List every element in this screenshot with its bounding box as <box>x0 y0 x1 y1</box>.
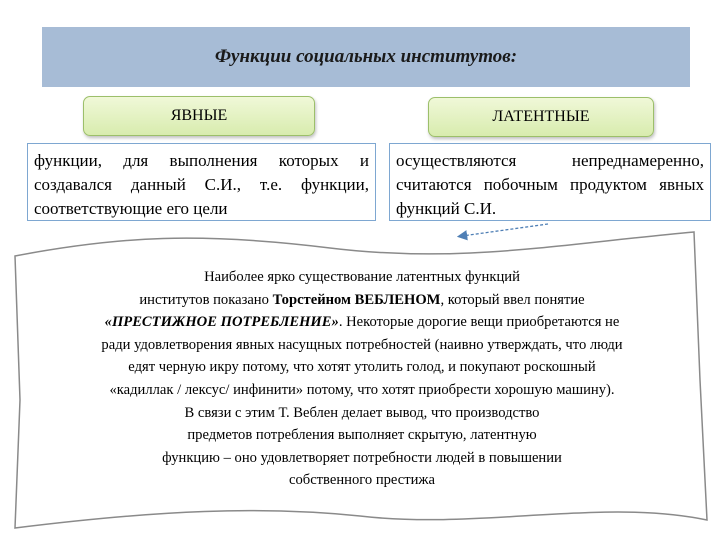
text-line: едят черную икру потому, что хотят утолить голод, и покупают роскошный <box>128 359 596 376</box>
text-line: «ПРЕСТИЖНОЕ ПОТРЕБЛЕНИЕ». Некоторые дорогие вещи приобретаются не <box>104 314 620 331</box>
text-line: ради удовлетворения явных насущных потребностей (наивно утверждать, что люди <box>101 336 623 353</box>
text-line: Наиболее ярко существование латентных функций <box>204 269 520 285</box>
text-line: предметов потребления выполняет скрытую, латентную <box>187 427 537 444</box>
text-line: институтов показано Торстейном ВЕБЛЕНОМ, который ввел понятие <box>139 291 585 308</box>
text-line: собственного престижа <box>289 472 435 489</box>
explicit-label-text: ЯВНЫЕ <box>170 107 228 124</box>
veblen-name: Торстейном ВЕБЛЕНОМ <box>272 291 441 308</box>
text-line: В связи с этим Т. Веблен делает вывод, что производство <box>184 404 540 421</box>
veblen-text <box>38 266 686 492</box>
page-title: Функции социальных институтов: <box>214 46 518 67</box>
text-line: «кадиллак / лексус/ инфинити» потому, что хотят приобрести хорошую машину). <box>109 381 615 398</box>
latent-label-text: ЛАТЕНТНЫЕ <box>492 108 590 125</box>
explicit-functions-definition: функции, для выполнения которых и создавался данный С.И., т.е. функции, соответствующие его цели <box>27 143 376 221</box>
conspicuous-consumption-term: «ПРЕСТИЖНОЕ ПОТРЕБЛЕНИЕ» <box>104 314 339 331</box>
latent-functions-definition: осуществляются непреднамеренно, считаются побочным продуктом явных функций С.И. <box>389 143 711 221</box>
connector-arrow <box>462 224 548 236</box>
text-line: функцию – оно удовлетворяет потребности людей в повышении <box>162 449 562 466</box>
